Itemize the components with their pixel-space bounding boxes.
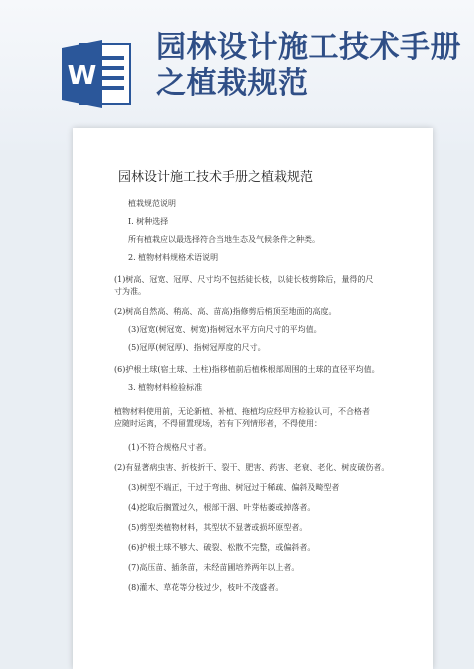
doc-line: (6)护根土球(宿土球、土柱)指移植前后植株根部周围的土球的直径平均值。 xyxy=(114,365,380,374)
page-title xyxy=(156,30,461,102)
doc-line: (2)有显著病虫害、折枝折干、裂干、肥害、药害、老衰、老化、树皮破伤者。 xyxy=(114,463,390,472)
doc-line: (5)剪型类植物材料，其型状不显著或损坏原型者。 xyxy=(128,523,308,532)
doc-line: (3)冠宽(树冠宽、树宽)指树冠水平方向尺寸的平均值。 xyxy=(128,325,322,334)
page-title-line1: 园林设计施工技术手册 xyxy=(156,30,461,65)
doc-line-heading-3: 3. 植物材料检验标准 xyxy=(128,383,203,392)
doc-line-heading-1: I. 树种选择 xyxy=(128,217,169,226)
doc-line: (1)不符合规格尺寸者。 xyxy=(128,443,212,452)
doc-line: (3)树型不端正，干过于弯曲、树冠过于稀疏、偏斜及畸型者 xyxy=(128,483,340,492)
word-icon-letter: W xyxy=(67,61,97,91)
document-title: 园林设计施工技术手册之植栽规范 xyxy=(118,170,314,185)
doc-line: (2)树高自然高、稍高、高、苗高)指修剪后梢顶至地面的高度。 xyxy=(114,307,337,316)
doc-line-section-heading: 植栽规范说明 xyxy=(128,199,176,208)
doc-line: 植物材料使用前，无论新植、补植、拖植均应经甲方检验认可，不合格者应随时运离，不得留置现场，若有下列情形者，不得使用： xyxy=(114,407,370,428)
doc-line: (7)高压苗、插条苗，未经苗圃培养两年以上者。 xyxy=(128,563,300,572)
doc-line: (1)树高、冠宽、冠厚、尺寸均不包括徒长枝，以徒长枝剪除后，量得的尺寸为准。 xyxy=(114,275,374,296)
document-page xyxy=(73,128,433,669)
doc-line-heading-2: 2. 植物材料规格术语说明 xyxy=(128,253,219,262)
page-title-line2: 之植栽规范 xyxy=(156,66,309,101)
doc-line: (4)挖取后搁置过久，根部干涸、叶芽枯萎或掉落者。 xyxy=(128,503,316,512)
doc-line: (6)护根土球不够大、破裂、松散不完整，或偏斜者。 xyxy=(128,543,316,552)
doc-line: (8)灌木、草花等分枝过少，枝叶不茂盛者。 xyxy=(128,583,284,592)
doc-line: (5)冠厚(树冠厚)、指树冠厚度的尺寸。 xyxy=(128,343,266,352)
doc-line: 所有植栽应以最选择符合当地生态及气候条件之种类。 xyxy=(128,235,320,244)
word-document-icon xyxy=(58,38,134,110)
